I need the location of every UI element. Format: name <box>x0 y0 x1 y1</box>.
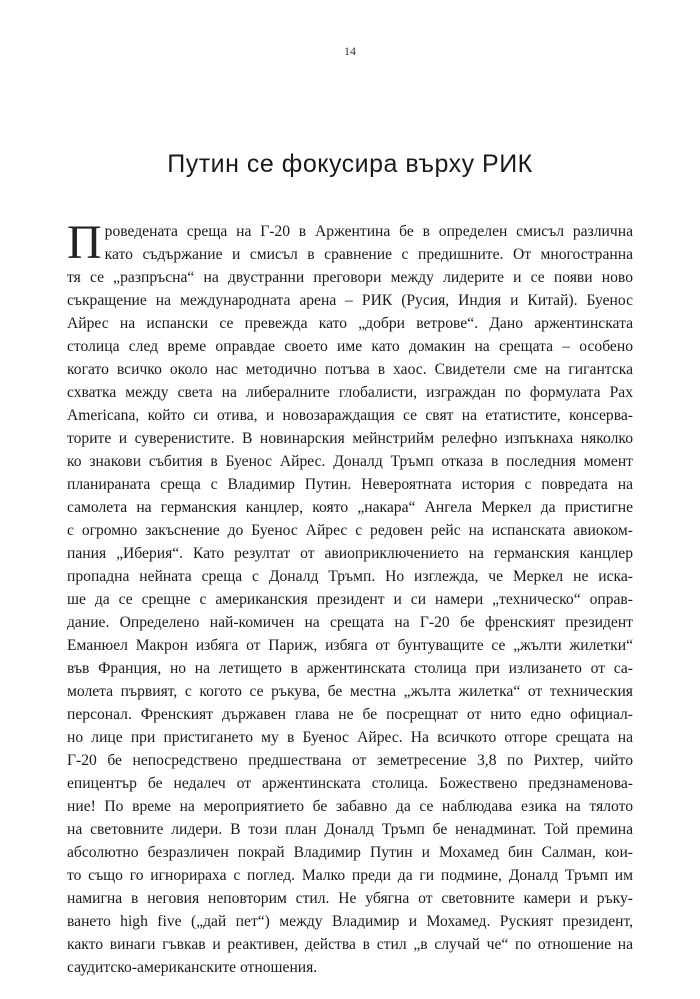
text-line: планираната среща с Владимир Путин. Невероятната история с повредата на <box>67 476 633 493</box>
text-line: като съдържание и смисъл в сравнение с предишните. От многостранна <box>104 246 633 263</box>
text-line: епицентър бе недалеч от аржентинската столица. Божествено предзнаменова- <box>67 775 633 792</box>
text-line: но лице при пристигането му в Буенос Айрес. На всичкото отгоре срещата на <box>67 729 633 746</box>
text-line: с огромно закъснение до Буенос Айрес с редовен рейс на испанската авиоком- <box>67 522 633 539</box>
text-line: ването high five („дай пет“) между Владимир и Мохамед. Руският президент, <box>67 913 633 930</box>
text-line: пропадна нейната среща с Доналд Тръмп. Но изглежда, че Меркел не иска- <box>67 568 633 585</box>
text-line: столица след време оправдае своето име като домакин на срещата – особено <box>67 338 633 355</box>
text-line: самолета на германския канцлер, която „накара“ Ангела Меркел да пристигне <box>67 499 633 516</box>
text-line: Г-20 бе непосредствено предшествана от земетресение 3,8 по Рихтер, чийто <box>67 752 633 769</box>
text-line: както винаги гъвкав и реактивен, действа в стил „в случай че“ по отношение на <box>67 936 633 953</box>
text-line: намигна в неговия неповторим стил. Не убягна от световните камери и ръку- <box>67 890 633 907</box>
text-line: саудитско-американските отношения. <box>67 959 318 976</box>
text-line: тя се „разпръсна“ на двустранни преговори между лидерите и се появи ново <box>67 269 633 286</box>
text-line: торите и суверенистите. В новинарския мейнстрийм релефно изпъкнаха няколко <box>67 430 633 447</box>
text-line: ние! По време на мероприятието бе забавно да се наблюдава езика на тялото <box>67 798 633 815</box>
drop-cap: П <box>67 216 102 269</box>
text-line: ко знакови събития в Буенос Айрес. Доналд Тръмп отказа в последния момент <box>67 453 633 470</box>
text-line: абсолютно безразличен покрай Владимир Путин и Мохамед бин Салман, кои- <box>67 844 633 861</box>
text-line: Айрес на испански се превежда като „добри ветрове“. Дано аржентинската <box>67 315 633 332</box>
text-line: роведената среща на Г-20 в Аржентина бе в определен смисъл различна <box>104 223 633 240</box>
text-line: във Франция, но на летището в аржентинската столица при излизането от са- <box>67 660 633 677</box>
text-line: пания „Иберия“. Като резултат от авиоприключението на германския канцлер <box>67 545 633 562</box>
page-number: 14 <box>344 44 356 58</box>
text-line: Americana, който си отива, и новозараждащия се свят на етатистите, консерва- <box>67 407 633 424</box>
text-line: съкращение на международната арена – РИК (Русия, Индия и Китай). Буенос <box>67 292 633 309</box>
body-paragraph <box>67 216 633 979</box>
chapter-title: Путин се фокусира върху РИК <box>167 150 533 178</box>
text-line: дание. Определено най-комичен на срещата на Г-20 бе френският президент <box>67 614 633 631</box>
text-line: молета първият, с когото се ръкува, бе местна „жълта жилетка“ от техническия <box>67 683 633 700</box>
text-line: когато всичко около нас методично потъва в хаос. Свидетели сме на гигантска <box>67 361 633 378</box>
text-line: ше да се срещне с американския президент и си намери „техническо“ оправ- <box>67 591 633 608</box>
text-line: то също го игнорираха с поглед. Малко преди да ги подмине, Доналд Тръмп им <box>67 867 633 884</box>
text-line: на световните лидери. В този план Доналд Тръмп бе ненадминат. Той премина <box>67 821 633 838</box>
text-line: Еманюел Макрон избяга от Париж, избяга от бунтуващите се „жълти жилетки“ <box>67 637 633 654</box>
text-line: персонал. Френският държавен глава не бе посрещнат от нито едно официал- <box>67 706 633 723</box>
text-line: схватка между света на либералните глобалисти, изграждан по формулата Pax <box>67 384 633 401</box>
